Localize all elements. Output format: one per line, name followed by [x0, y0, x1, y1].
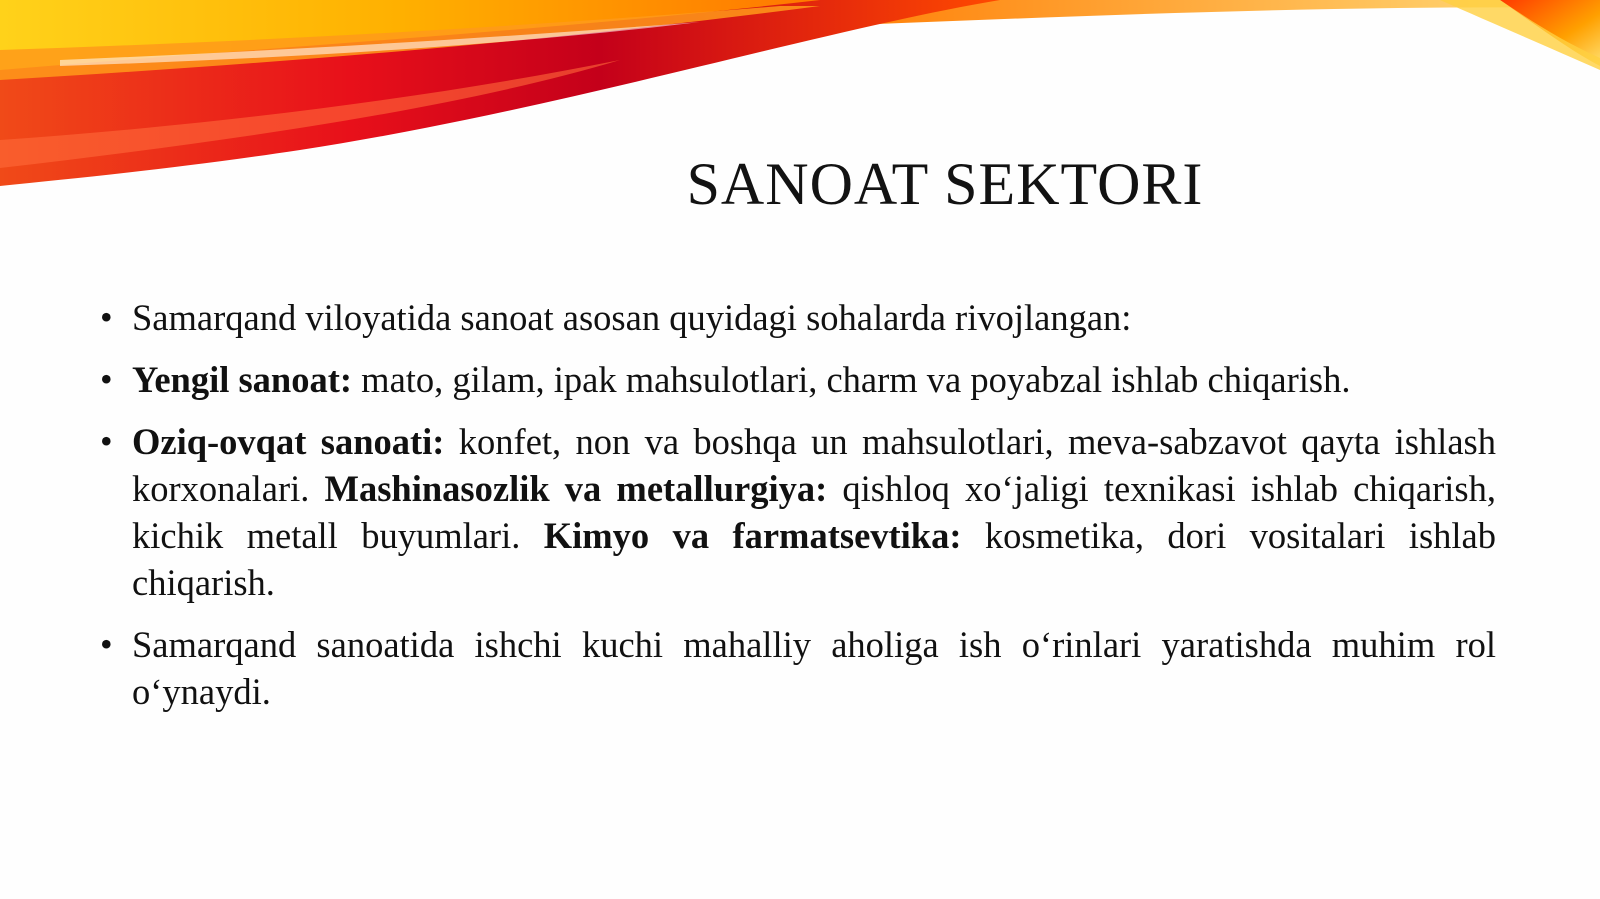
bullet-text: qishloq xo‘jaligi texnikasi ishlab chiqarish, kichik metall buyumlari.	[132, 468, 1496, 556]
bullet-text: Samarqand viloyatida sanoat asosan quyidagi sohalarda rivojlangan:	[132, 297, 1132, 338]
bullet-text: mato, gilam, ipak mahsulotlari, charm va poyabzal ishlab chiqarish.	[352, 359, 1351, 400]
bullet-text: kosmetika, dori vositalari ishlab chiqarish.	[132, 515, 1496, 603]
bullet-text: Samarqand sanoatida ishchi kuchi mahalliy aholiga ish o‘rinlari yaratishda muhim rol o‘ynaydi.	[132, 624, 1496, 712]
bullet-dot-icon: •	[100, 624, 113, 664]
bullet-item	[100, 356, 1496, 403]
bullet-list	[100, 294, 1496, 730]
decorative-swoosh	[0, 0, 1600, 260]
bullet-dot-icon: •	[100, 359, 113, 399]
bullet-dot-icon: •	[100, 297, 113, 337]
bullet-dot-icon: •	[100, 421, 113, 461]
slide-title: SANOAT SEKTORI	[686, 151, 1204, 217]
bullet-text: konfet, non va boshqa un mahsulotlari, meva-sabzavot qayta ishlash korxonalari.	[132, 421, 1496, 509]
bullet-label: Yengil sanoat:	[132, 359, 353, 400]
bullet-label: Mashinasozlik va metallurgiya:	[324, 468, 828, 509]
bullet-label: Kimyo va farmatsevtika:	[543, 515, 962, 556]
bullet-item	[100, 418, 1496, 606]
bullet-item	[100, 621, 1496, 715]
bullet-item	[100, 294, 1496, 341]
bullet-label: Oziq-ovqat sanoati:	[132, 421, 445, 462]
